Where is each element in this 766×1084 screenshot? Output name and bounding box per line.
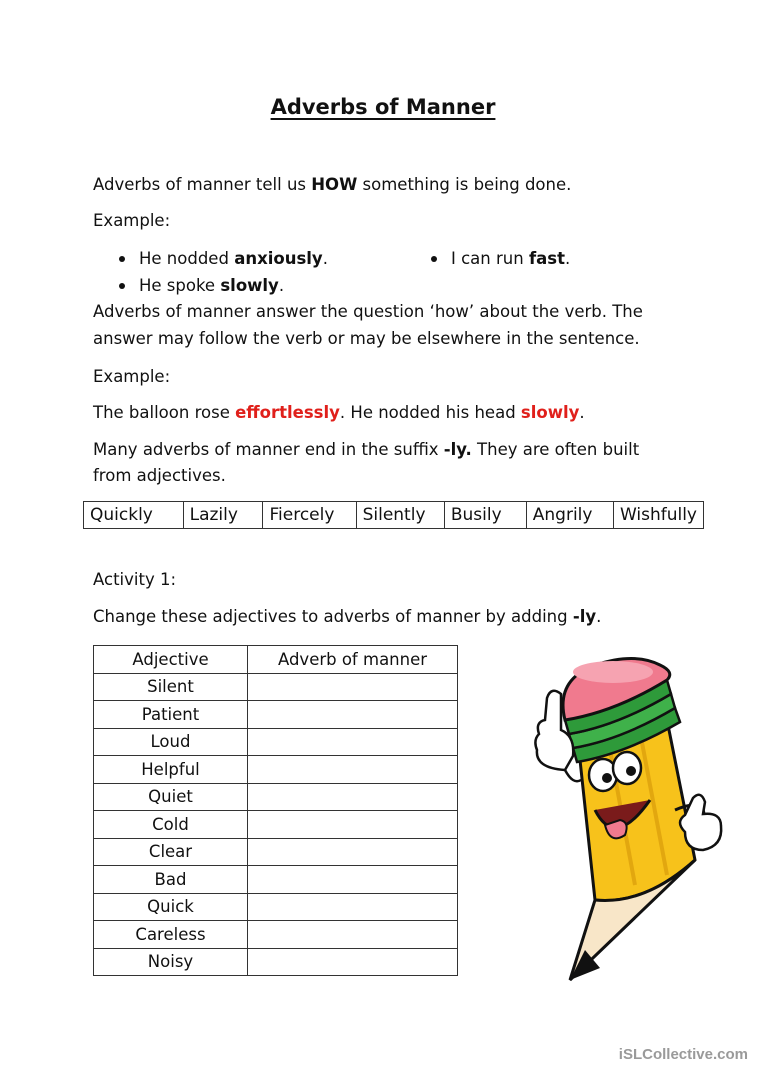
adjective-cell: Bad (94, 866, 248, 894)
table-header-row (94, 646, 458, 674)
table-row (84, 502, 704, 529)
table-row (94, 783, 458, 811)
left-pupil (602, 773, 612, 783)
answer-cell[interactable] (248, 756, 458, 784)
suffix-pre: Many adverbs of manner end in the suffix (93, 440, 444, 459)
example-bold: slowly (220, 276, 279, 295)
adjective-cell: Patient (94, 701, 248, 729)
example-bold: fast (528, 249, 565, 268)
answer-cell[interactable] (248, 866, 458, 894)
intro-pre: Adverbs of manner tell us (93, 175, 312, 194)
example-label: Example: (93, 211, 171, 230)
explanation-line: Adverbs of manner answer the question ‘how’ about the verb. The (93, 302, 643, 321)
adverb-cell: Fiercely (263, 502, 356, 529)
page-title: Adverbs of Manner (270, 95, 496, 119)
example-pre: He spoke (139, 276, 221, 295)
balloon-mid: . He nodded his head (339, 403, 521, 422)
adverb-cell: Wishfully (613, 502, 703, 529)
watermark-footer: iSLCollective.com (618, 1046, 748, 1063)
intro-bold: HOW (311, 175, 358, 194)
answer-cell[interactable] (248, 948, 458, 976)
highlight-word: slowly (520, 403, 580, 422)
table-row (94, 756, 458, 784)
instruction-pre: Change these adjectives to adverbs of manner by adding (93, 607, 573, 626)
suffix-line: from adjectives. (93, 466, 226, 485)
table-row (94, 728, 458, 756)
answer-cell[interactable] (248, 838, 458, 866)
example-item (139, 273, 284, 299)
example-post: . (278, 276, 285, 295)
example-item (451, 246, 570, 272)
example-bold: anxiously (234, 249, 323, 268)
adjective-cell: Loud (94, 728, 248, 756)
adverb-cell: Lazily (183, 502, 263, 529)
table-row (94, 673, 458, 701)
balloon-sentence (93, 400, 585, 426)
example-pre: He nodded (139, 249, 235, 268)
right-pupil (626, 766, 636, 776)
answer-cell[interactable] (248, 893, 458, 921)
adjective-cell: Quiet (94, 783, 248, 811)
suffix-line (93, 437, 639, 463)
balloon-pre: The balloon rose (93, 403, 236, 422)
thumbs-up-hand (680, 795, 721, 850)
answer-cell[interactable] (248, 728, 458, 756)
intro-text (93, 172, 571, 198)
table-row (94, 921, 458, 949)
table-row (94, 866, 458, 894)
activity-table (93, 645, 458, 976)
answer-cell[interactable] (248, 701, 458, 729)
activity-label: Activity 1: (93, 570, 177, 589)
answer-cell[interactable] (248, 783, 458, 811)
table-row (94, 811, 458, 839)
adverb-cell: Busily (444, 502, 526, 529)
example-pre: I can run (451, 249, 529, 268)
table-row (94, 838, 458, 866)
eraser-highlight (573, 661, 653, 683)
explanation-line: answer may follow the verb or may be elsewhere in the sentence. (93, 329, 640, 348)
example-item (139, 246, 328, 272)
pencil-mascot-illustration (525, 650, 730, 990)
answer-cell[interactable] (248, 811, 458, 839)
column-header-adjective: Adjective (94, 646, 248, 674)
adverb-cell: Angrily (526, 502, 613, 529)
table-row (94, 701, 458, 729)
adverb-list-table (83, 501, 704, 529)
adjective-cell: Cold (94, 811, 248, 839)
adjective-cell: Clear (94, 838, 248, 866)
intro-post: something is being done. (357, 175, 572, 194)
adjective-cell: Helpful (94, 756, 248, 784)
answer-cell[interactable] (248, 673, 458, 701)
balloon-post: . (579, 403, 585, 422)
adjective-cell: Careless (94, 921, 248, 949)
answer-cell[interactable] (248, 921, 458, 949)
table-row (94, 893, 458, 921)
adverb-cell: Silently (356, 502, 444, 529)
highlight-word: effortlessly (235, 403, 340, 422)
example-label: Example: (93, 367, 171, 386)
example-post: . (322, 249, 328, 268)
table-row (94, 948, 458, 976)
activity-instruction (93, 604, 601, 630)
adverb-cell: Quickly (84, 502, 184, 529)
left-arm (565, 770, 581, 781)
adjective-cell: Silent (94, 673, 248, 701)
example-post: . (564, 249, 571, 268)
suffix-bold: -ly. (443, 440, 472, 459)
instruction-bold: -ly (572, 607, 597, 626)
instruction-post: . (596, 607, 602, 626)
column-header-adverb: Adverb of manner (248, 646, 458, 674)
adjective-cell: Noisy (94, 948, 248, 976)
adjective-cell: Quick (94, 893, 248, 921)
suffix-post: They are often built (471, 440, 640, 459)
